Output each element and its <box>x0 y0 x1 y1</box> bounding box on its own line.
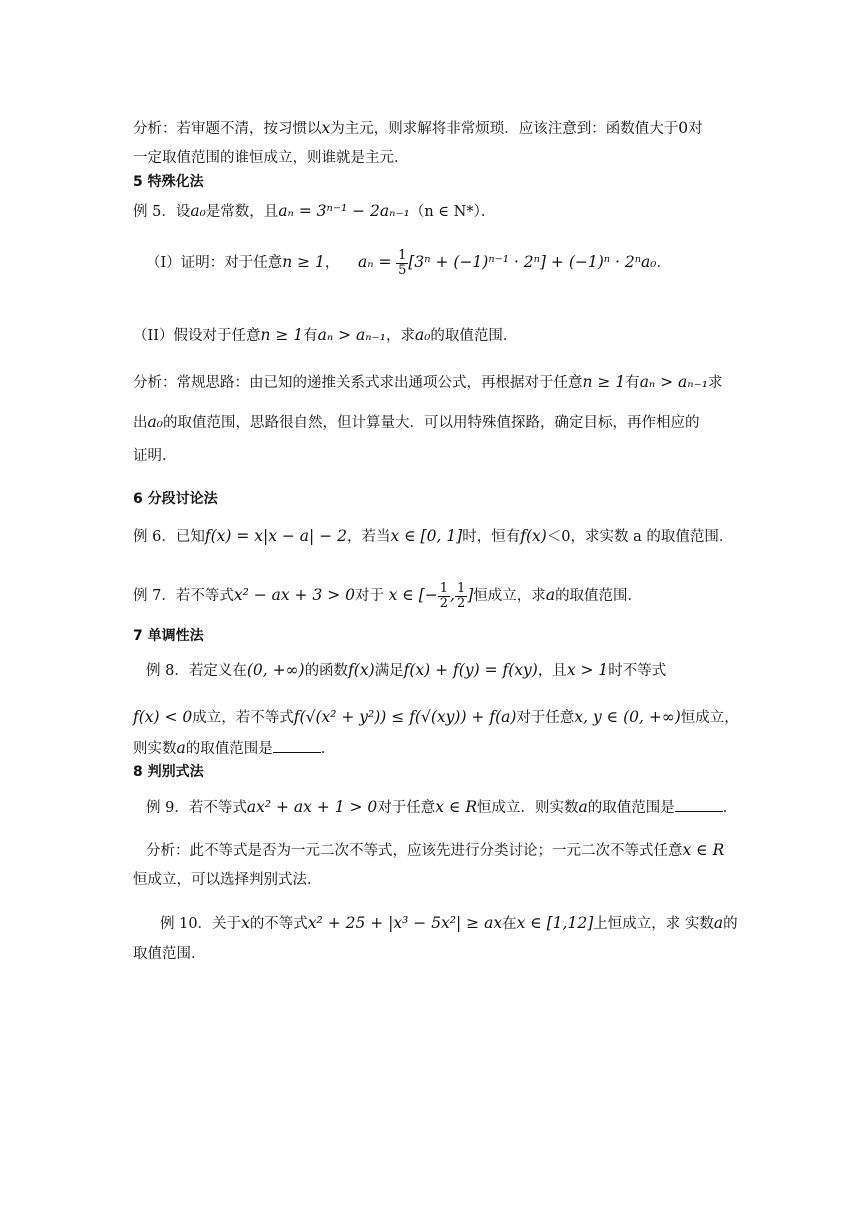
math-variable: a₀ <box>190 202 206 220</box>
fraction-denominator: 2 <box>456 595 466 611</box>
text: 出 <box>133 415 148 431</box>
example-10-continued: 取值范围． <box>133 946 206 962</box>
fraction-numerator: 1 <box>398 247 407 263</box>
math-formula: x, y ∈ (0, +∞) <box>574 708 681 726</box>
text: 的取值范围． <box>555 588 643 604</box>
analysis-paragraph-line <box>133 118 703 139</box>
text: ，求 <box>385 328 415 344</box>
text: ． <box>320 741 336 757</box>
text: 恒成立， <box>680 710 739 726</box>
math-formula: f(x) <box>348 661 375 679</box>
example-7 <box>133 578 642 613</box>
math-formula: f(x) <box>520 527 547 545</box>
text: 对于 <box>355 588 385 604</box>
analysis-paragraph-line <box>146 840 724 861</box>
example-5-part-2 <box>133 325 517 346</box>
text: 求 <box>707 375 723 391</box>
example-10 <box>160 913 738 934</box>
section-heading: 8 判别式法 <box>133 764 204 780</box>
text: 的函数 <box>304 663 349 679</box>
section-heading: 7 单调性法 <box>133 628 204 644</box>
text: 的取值范围，思路很自然，但计算量大．可以用特殊值探路，确定目标，再作相应的 <box>162 415 700 431</box>
text: 例 5．设 <box>133 204 191 220</box>
text: 对 <box>688 121 703 137</box>
text: 是常数，且 <box>205 204 279 220</box>
math-formula: , <box>450 586 455 604</box>
example-8-question <box>133 738 335 759</box>
fraction-numerator: 1 <box>439 580 449 596</box>
math-formula: aₙ = <box>358 253 392 271</box>
math-formula: (0, +∞) <box>246 661 305 679</box>
math-formula: x² + 25 + |x³ − 5x²| ≥ ax <box>307 914 503 932</box>
text: ，若当 <box>346 529 391 545</box>
text: ． <box>656 255 671 271</box>
text: 例 7．若不等式 <box>133 588 234 604</box>
fraction-denominator: 2 <box>439 595 449 611</box>
text: 的取值范围是 <box>587 800 675 816</box>
text: （n ∈ N*）． <box>409 204 496 220</box>
text: ． <box>722 800 738 816</box>
math-formula: ] <box>467 586 474 604</box>
math-formula: n ≥ 1 <box>260 326 304 344</box>
math-formula: x ∈ R <box>435 798 478 816</box>
text: 在 <box>502 916 517 932</box>
analysis-paragraph-line: 一定取值范围的谁恒成立，则谁就是主元． <box>133 150 409 166</box>
text: 的 <box>723 916 738 932</box>
text: 分析：若审题不清，按习惯以 <box>133 121 322 137</box>
text: 恒成立，求 <box>473 588 546 604</box>
text: ， <box>324 255 340 271</box>
text: （I）证明：对于任意 <box>146 255 283 271</box>
math-fraction <box>438 582 450 611</box>
text: 上恒成立，求 实数 <box>593 916 714 932</box>
text: ＜0，求实数 a 的取值范围． <box>546 529 734 545</box>
math-formula: ax² + ax + 1 > 0 <box>246 798 378 816</box>
text: 恒成立．则实数 <box>477 800 579 816</box>
text: ，且 <box>537 663 567 679</box>
math-formula: aₙ > aₙ₋₁ <box>639 373 708 391</box>
math-formula: [3ⁿ + (−1)ⁿ⁻¹ · 2ⁿ] + (−1)ⁿ · 2ⁿa₀ <box>408 253 657 271</box>
text: 的取值范围． <box>430 328 518 344</box>
math-formula: x > 1 <box>566 661 609 679</box>
math-variable: a <box>578 798 588 816</box>
math-formula: x ∈ [0, 1] <box>390 527 463 545</box>
math-formula: x ∈ [1,12] <box>516 914 594 932</box>
section-heading: 6 分段讨论法 <box>133 491 218 507</box>
analysis-paragraph-line <box>133 412 699 433</box>
math-variable: x <box>321 119 331 137</box>
text: 成立，若不等式 <box>192 710 294 726</box>
math-formula: x ∈ R <box>682 841 725 859</box>
answer-blank <box>273 738 321 753</box>
text: 时不等式 <box>608 663 667 679</box>
example-5 <box>133 201 495 222</box>
math-variable: a <box>176 739 186 757</box>
text: 例 6．已知 <box>133 529 205 545</box>
math-formula: aₙ = 3ⁿ⁻¹ − 2aₙ₋₁ <box>278 202 410 220</box>
math-formula: f(x) = x|x − a| − 2 <box>204 527 347 545</box>
analysis-paragraph-line: 证明． <box>133 448 177 464</box>
text: 分析：此不等式是否为一元二次不等式，应该先进行分类讨论；一元二次不等式任意 <box>146 843 683 859</box>
text: 时，恒有 <box>462 529 521 545</box>
text: 分析：常规思路：由已知的递推关系式求出通项公式，再根据对于任意 <box>133 375 583 391</box>
analysis-paragraph-line <box>133 372 722 393</box>
math-variable: a <box>713 914 724 932</box>
example-8-continued <box>133 707 739 728</box>
math-number: 0 <box>678 119 689 137</box>
example-6 <box>133 526 733 547</box>
fraction-denominator: 5 <box>398 262 407 278</box>
text: 有 <box>625 375 640 391</box>
math-formula: f(x) + f(y) = f(xy) <box>403 661 538 679</box>
answer-blank <box>675 797 723 812</box>
section-heading: 5 特殊化法 <box>133 174 204 190</box>
text: 满足 <box>374 663 404 679</box>
text: 例 8．若定义在 <box>146 663 247 679</box>
example-5-part-1 <box>146 248 671 278</box>
text: 为主元，则求解将非常烦琐．应该注意到：函数值大于 <box>330 121 679 137</box>
math-formula: x ∈ [− <box>388 586 438 604</box>
math-formula: x² − ax + 3 > 0 <box>233 586 356 604</box>
math-formula: n ≥ 1 <box>282 253 325 271</box>
math-variable: a <box>545 586 556 604</box>
text: （II）假设对于任意 <box>133 328 261 344</box>
math-variable: x <box>241 914 250 932</box>
text: 例 10．关于 <box>160 916 242 932</box>
text: 的不等式 <box>249 916 308 932</box>
fraction-numerator: 1 <box>456 580 466 596</box>
math-formula: f(√(x² + y²)) ≤ f(√(xy)) + f(a) <box>293 708 517 726</box>
analysis-paragraph-line: 恒成立，可以选择判别式法． <box>133 872 322 888</box>
text: 例 9．若不等式 <box>146 800 247 816</box>
math-variable: a₀ <box>147 413 163 431</box>
text: 对于任意 <box>377 800 436 816</box>
math-fraction <box>455 582 467 611</box>
math-formula: n ≥ 1 <box>582 373 626 391</box>
example-8 <box>146 660 666 681</box>
text: 的取值范围是 <box>185 741 273 757</box>
math-fraction <box>396 249 408 278</box>
text: 则实数 <box>133 741 177 757</box>
text: 对于任意 <box>516 710 575 726</box>
math-variable: a₀ <box>414 326 431 344</box>
text: 有 <box>303 328 318 344</box>
math-formula: f(x) < 0 <box>133 708 193 726</box>
math-formula: aₙ > aₙ₋₁ <box>317 326 386 344</box>
example-9 <box>146 797 737 818</box>
